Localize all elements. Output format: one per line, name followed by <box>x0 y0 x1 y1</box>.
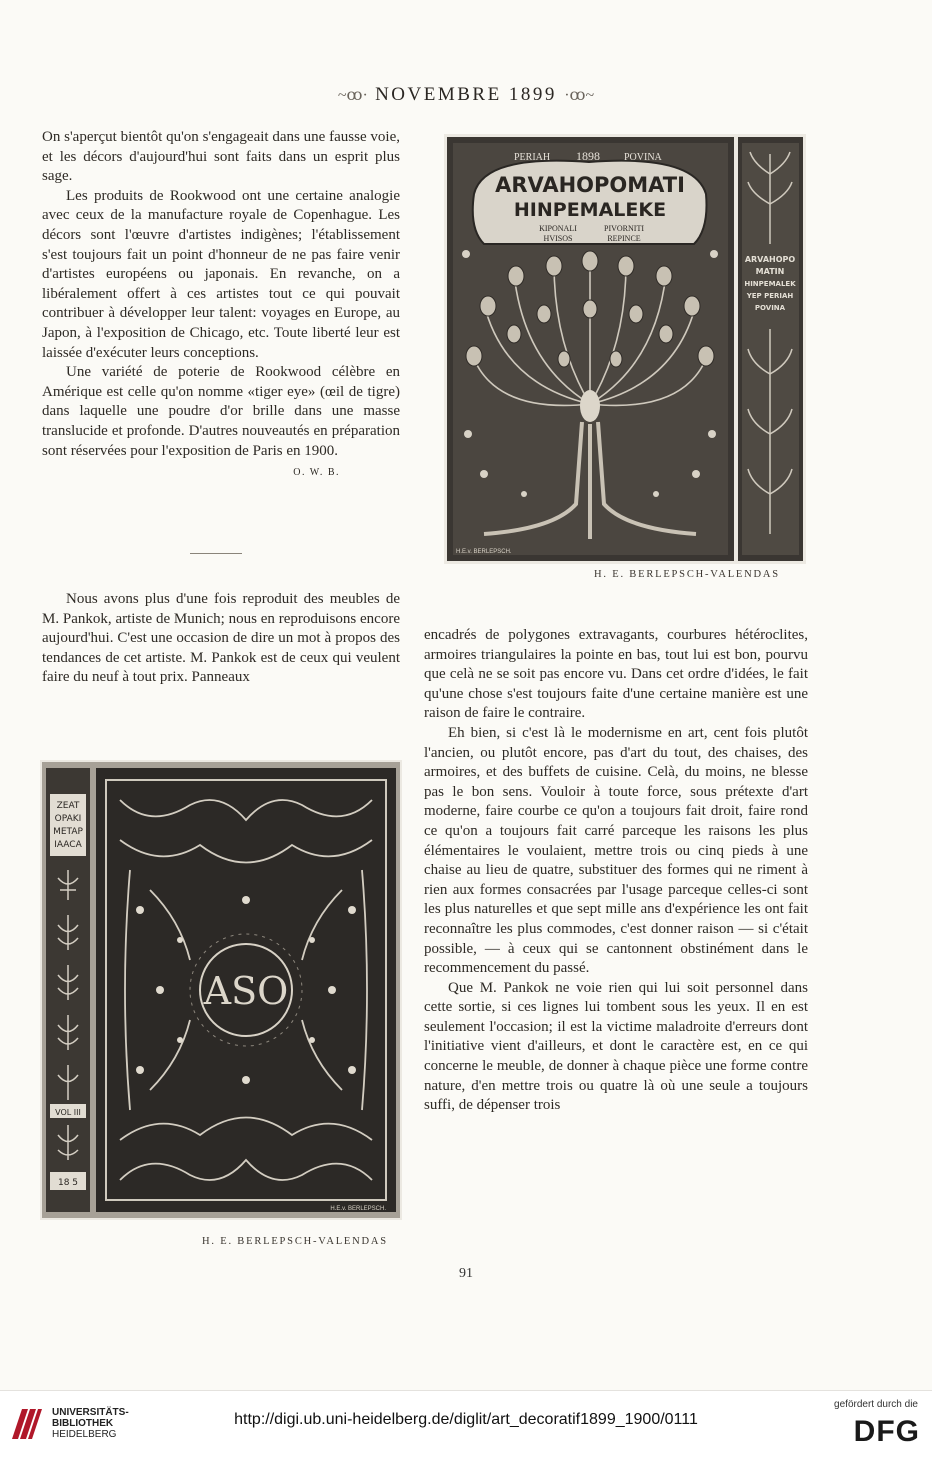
funded-by-label: gefördert durch die <box>834 1399 918 1410</box>
peacock-body <box>580 390 600 422</box>
dfg-logo: DFG <box>853 1415 920 1448</box>
figure-book-cover-monogram <box>40 760 402 1220</box>
monogram: ASO <box>203 969 289 1013</box>
library-line: HEIDELBERG <box>52 1429 117 1440</box>
signature: O. W. B. <box>293 467 340 479</box>
figure-credit: H.E.v. BERLEPSCH. <box>456 549 512 555</box>
book-cover-monogram-illustration <box>40 760 402 1220</box>
spine-title: ZEAT <box>56 801 80 811</box>
figure-credit: H.E.v. BERLEPSCH. <box>330 1206 386 1212</box>
footer-bar <box>0 1390 932 1461</box>
cover-title-line2: HINPEMALEKE <box>513 199 667 221</box>
library-line: BIBLIOTHEK <box>52 1418 114 1429</box>
cover-text-small: PIVORNITI <box>604 224 644 233</box>
header-ornament-left: ~ꝏ· <box>337 87 368 104</box>
spine-text: MATIN <box>755 267 785 276</box>
spine-volume: VOL III <box>55 1108 81 1117</box>
cover-title-line1: ARVAHOPOMATI <box>495 173 685 197</box>
library-line: UNIVERSITÄTS- <box>52 1407 129 1418</box>
right-column <box>424 626 808 1116</box>
left-column-top <box>42 128 400 483</box>
cover-text-small: HVISOS <box>543 234 573 243</box>
spine-text: HINPEMALEK <box>744 280 796 288</box>
cover-text-year: 1898 <box>576 149 600 163</box>
spine-year: 18 5 <box>57 1178 79 1188</box>
paragraph: Nous avons plus d'une fois reproduit des meubles de M. Pankok, artiste de Munich; nous en reproduisons encore aujourd'hui. C'est une occasion de dire un mot à propos des tendances de cet artiste. M. Pankok est de ceux qui veulent faire du neuf à tout prix. Panneaux <box>42 591 400 686</box>
spine-text: POVINA <box>754 304 786 312</box>
paragraph: encadrés de polygones extravagants, courbures hétéroclites, armoires triangulaires la pointe en bas, tout lui est bon, pourvu que celà ne se soit pas encore vu. Dans cet ordre d'idées, le fait qu'une chose s'est toujours faite d'une certaine manière est une raison de faire le contraire. <box>424 627 808 722</box>
section-divider <box>190 553 242 554</box>
paragraph: Les produits de Rookwood ont une certaine analogie avec ceux de la manufacture royale de Copenhague. Les décors sont l'œuvre d'artistes indigènes; l'établissement s'est toujours fait un point d'honneur de ne pas faire venir d'artistes européens ou japonais. En revanche, on a libéralement offert à ces artistes tout ce qui pouvait contribuer à développer leur talent: voyages en Europe, au Japon, à l'exposition de Chicago, etc. Toute liberté leur est laissée d'exécuter leurs conceptions. <box>42 187 400 361</box>
figure-caption-top: H. E. BERLEPSCH-VALENDAS <box>594 569 780 580</box>
cover-text-periah: PERIAH <box>514 152 551 163</box>
cover-text-small: REPINCE <box>607 234 641 243</box>
header-ornament-right: ·ꝏ~ <box>564 87 595 104</box>
spine-title: OPAKI <box>54 814 82 824</box>
left-column-mid <box>42 590 400 688</box>
paragraph: Une variété de poterie de Rookwood célèbre en Amérique est celle qu'on nomme «tiger eye» (œil de tigre) dans laquelle une poudre d'or brille dans une masse translucide et profonde. D'autres nouveautés en préparation sont réservées pour l'exposition de Paris en 1900. <box>42 364 400 459</box>
source-url-link[interactable]: http://digi.ub.uni-heidelberg.de/diglit/art_decoratif1899_1900/0111 <box>234 1411 698 1428</box>
paragraph: On s'aperçut bientôt qu'on s'engageait dans une fausse voie, et les décors d'aujourd'hui sont faits dans un esprit plus sage. <box>42 129 400 185</box>
running-header <box>0 84 932 106</box>
cover-text-small: KIPONALI <box>539 224 577 233</box>
spine-title: IAACA <box>54 840 82 850</box>
spine-title: METAP <box>53 827 83 837</box>
figure-caption-bottom: H. E. BERLEPSCH-VALENDAS <box>202 1236 388 1247</box>
figure-book-cover-peacock <box>444 134 806 564</box>
paragraph: Que M. Pankok ne voie rien qui lui soit personnel dans cette sortie, si ces lignes lui tombent sous les yeux. Il en est seulement l'occasion; il est la victime maladroite d'erreurs dont l'initiative vient d'ailleurs, et dont le caractère est, en ce qui concerne le meuble, de donner à chaque pièce une forme contre nature, d'en mettre trois ou quatre là où une seule a toujours suffi, de dépenser trois <box>424 979 808 1114</box>
page-number: 91 <box>459 1266 473 1281</box>
cover-text-povina: POVINA <box>624 152 662 163</box>
spine-text: YEP PERIAH <box>746 292 794 300</box>
book-cover-illustration <box>444 134 806 564</box>
paragraph: Eh bien, si c'est là le modernisme en art, cent fois plutôt l'ancien, ou plutôt encore, pas d'art du tout, des chaises, des armoires, et des buffets de cuisine. Celà, du moins, ne blesse pas le bon sens. Vouloir à toute force, sous prétexte d'art moderne, faire courbe ce qu'on a toujours fait droit, faire rond ce qu'on a toujours fait carré parceque les raisons les plus élémentaires le voulaient, mettre trois ou cinq pieds à une chaise au lieu de quatre, substituer des formes qui ne riment à rien aux formes consacrées par l'usage parceque celles-ci sont les plus naturelles et que sept mille ans d'expérience les ont fait reconnaître les plus commodes, c'est donner raison — si c'était possible, — à ceux qui se cantonnent obstinément dans le recommencement du passé. <box>424 724 808 977</box>
spine-text: ARVAHOPO <box>744 255 796 264</box>
header-title: NOVEMBRE 1899 <box>375 84 557 105</box>
